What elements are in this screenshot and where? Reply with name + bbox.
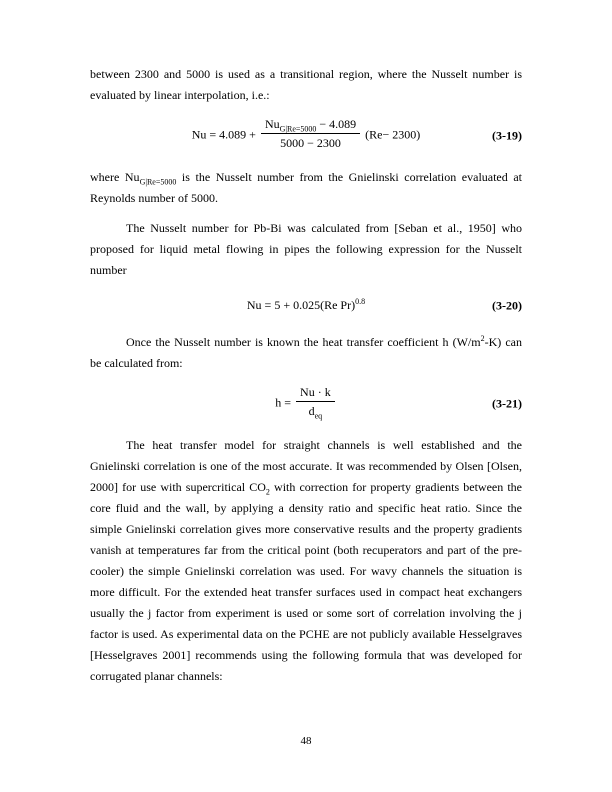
page-number: 48 xyxy=(300,735,312,747)
eq19-num-rest: − 4.089 xyxy=(316,117,357,131)
p4-text-cont: -K) can be calculated from: xyxy=(90,335,523,370)
eq19-denominator: 5000 − 2300 xyxy=(280,136,341,150)
eq21-lhs: h = xyxy=(275,395,292,410)
equation-3-21-label: (3-21) xyxy=(492,396,522,410)
equation-3-19-label: (3-19) xyxy=(492,128,522,142)
equation-3-20-body xyxy=(247,295,365,316)
eq19-num-base: Nu xyxy=(264,117,280,131)
eq19-num-subscript: G|Re=5000 xyxy=(279,124,317,134)
p5-subscript: 2 xyxy=(265,487,270,497)
paragraph-heat-transfer-coefficient xyxy=(90,332,522,374)
eq19-lhs: Nu = 4.089 + xyxy=(191,127,256,142)
paragraph-model-discussion xyxy=(90,435,522,687)
eq20-expression: Nu = 5 + 0.025(Re Pr) xyxy=(246,298,356,312)
paragraph-pbbi: The Nusselt number for Pb-Bi was calculated from [Seban et al., 1950] who proposed for liquid metal flowing in pipes the following expression for the Nusselt number xyxy=(90,221,522,277)
p4-text: Once the Nusselt number is known the heat transfer coefficient h (W/m xyxy=(126,335,481,349)
equation-3-19 xyxy=(90,118,522,153)
p4-superscript: 2 xyxy=(480,334,485,343)
eq21-numerator: Nu · k xyxy=(296,384,335,402)
eq21-fraction xyxy=(294,384,337,419)
paragraph-interpolation-intro: between 2300 and 5000 is used as a transitional region, where the Nusselt number is evaluated by linear interpolation, i.e.: xyxy=(90,67,522,102)
eq21-denominator xyxy=(296,402,335,419)
equation-3-19-body xyxy=(192,118,421,153)
p5-text-cont: with correction for property gradients between the core fluid and the wall, by applying a density ratio and specific heat ratio. Since the simple Gnielinski correlation gives more conservative results and the property gradients vanish at temperatures far from the critical point (both recuperators and part of the pre-cooler) the simple Gnielinski correlation was used. For wavy channels the situation is more difficult. For the extended heat transfer surfaces used in compact heat exchangers usually the j factor from experiment is used or some sort of correlation involving the j factor is used. As experimental data on the PCHE are not publicly available Hesselgraves [Hesselgraves 2001] recommends using the following formula that was developed for corrugated planar channels: xyxy=(90,480,522,683)
p2-subscript: G|Re=5000 xyxy=(139,177,177,187)
eq19-numerator xyxy=(261,116,360,134)
paragraph-where-nu xyxy=(90,167,522,209)
equation-3-20-label: (3-20) xyxy=(492,298,522,312)
equation-3-21 xyxy=(90,386,522,421)
equation-3-20 xyxy=(90,295,522,316)
p5-text: The heat transfer model for straight channels is well established and the Gnielinski correlation is one of the most accurate. It was recommended by Olsen [Olsen, 2000] for use with supercritical CO xyxy=(90,438,522,494)
eq21-den-subscript: eq xyxy=(314,411,323,421)
eq21-den-base: d xyxy=(308,404,315,418)
equation-3-21-body xyxy=(275,386,336,421)
p2-text-cont: is the Nusselt number from the Gnielinski correlation evaluated at Reynolds number of 5000. xyxy=(90,170,522,205)
eq20-exponent: 0.8 xyxy=(355,297,366,306)
eq19-rhs: (Re− 2300) xyxy=(365,127,421,142)
eq19-fraction xyxy=(259,116,362,151)
p2-text: where Nu xyxy=(90,170,140,184)
